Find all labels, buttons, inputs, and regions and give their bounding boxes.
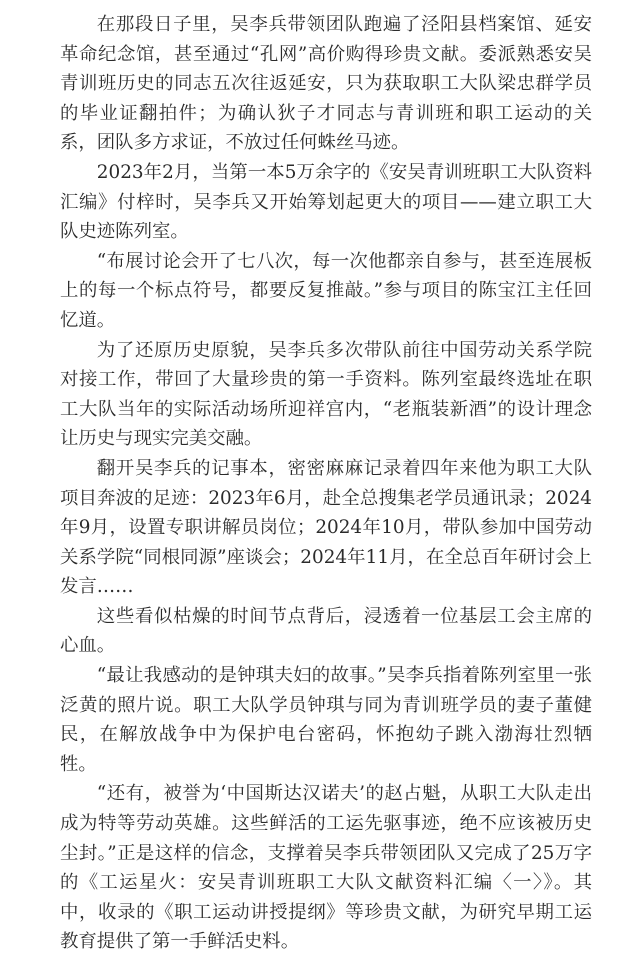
paragraph: 在那段日子里，吴李兵带领团队跑遍了泾阳县档案馆、延安革命纪念馆，甚至通过“孔网”高价购得珍贵文献。委派熟悉安吴青训班历史的同志五次往返延安，只为获取职工大队梁忠群学员的毕业证翻拍件；为确认狄子才同志与青训班和职工运动的关系，团队多方求证，不放过任何蛛丝马迹。 bbox=[60, 14, 592, 154]
paragraph: 这些看似枯燥的时间节点背后，浸透着一位基层工会主席的心血。 bbox=[60, 605, 592, 657]
paragraph: 为了还原历史原貌，吴李兵多次带队前往中国劳动关系学院对接工作，带回了大量珍贵的第一手资料。陈列室最终选址在职工大队当年的实际活动场所迎祥宫内，“老瓶装新酒”的设计理念让历史与现实完美交融。 bbox=[60, 339, 592, 450]
article-body bbox=[60, 10, 592, 957]
paragraph: “布展讨论会开了七八次，每一次他都亲自参与，甚至连展板上的每一个标点符号，都要反复推敲。”参与项目的陈宝江主任回忆道。 bbox=[60, 250, 592, 331]
paragraph: “还有，被誉为‘中国斯达汉诺夫’的赵占魁，从职工大队走出成为特等劳动英雄。这些鲜活的工运先驱事迹，绝不应该被历史尘封。”正是这样的信念，支撑着吴李兵带领团队又完成了25万字的《工运星火：安吴青训班职工大队文献资料汇编〈一〉》。其中，收录的《职工运动讲授提纲》等珍贵文献，为研究早期工运教育提供了第一手鲜活史料。 bbox=[60, 783, 592, 953]
paragraph: 翻开吴李兵的记事本，密密麻麻记录着四年来他为职工大队项目奔波的足迹：2023年6月，赴全总搜集老学员通讯录；2024年9月，设置专职讲解员岗位；2024年10月，带队参加中国劳动关系学院“同根同源”座谈会；2024年11月，在全总百年研讨会上发言…… bbox=[60, 457, 592, 598]
paragraph: 2023年2月，当第一本5万余字的《安吴青训班职工大队资料汇编》付梓时，吴李兵又开始筹划起更大的项目——建立职工大队史迹陈列室。 bbox=[60, 161, 592, 243]
paragraph: “最让我感动的是钟琪夫妇的故事。”吴李兵指着陈列室里一张泛黄的照片说。职工大队学员钟琪与同为青训班学员的妻子董健民，在解放战争中为保护电台密码，怀抱幼子跳入渤海壮烈牺牲。 bbox=[60, 665, 592, 775]
